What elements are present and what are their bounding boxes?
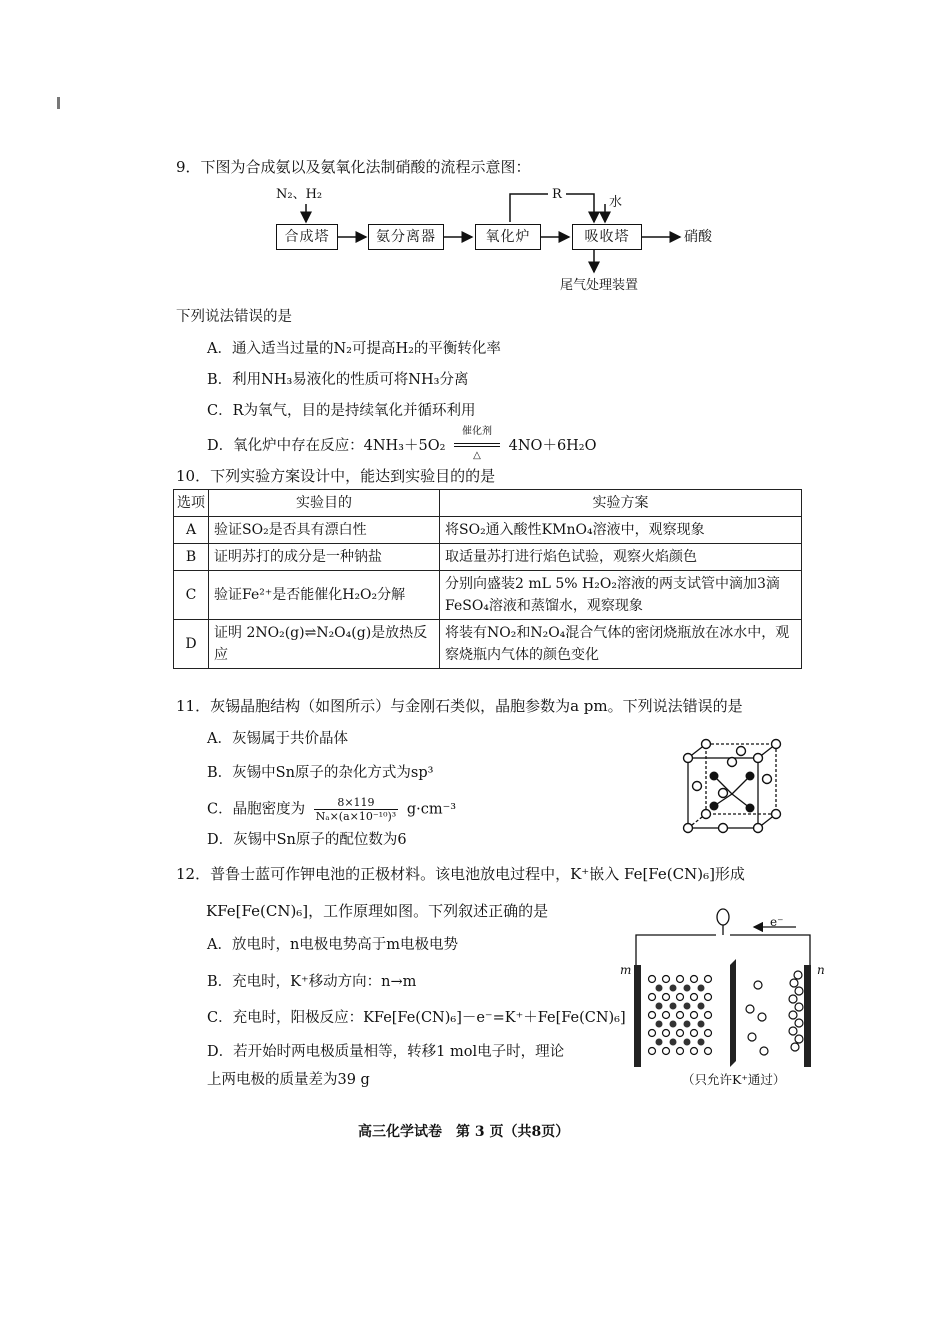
flow-box-synthesis-tower: 合成塔	[276, 224, 338, 250]
table-cell-option: D	[174, 620, 209, 669]
q9-stem: 9．下图为合成氨以及氨氧化法制硝酸的流程示意图：	[176, 158, 531, 176]
battery-n-label: n	[817, 963, 825, 977]
q12-stem-line2: KFe[Fe(CN)₆]，工作原理如图。下列叙述正确的是	[206, 902, 549, 920]
table-cell-plan: 将SO₂通入酸性KMnO₄溶液中，观察现象	[440, 517, 802, 544]
table-row	[174, 571, 802, 620]
table-cell-goal: 验证Fe²⁺是否能催化H₂O₂分解	[209, 571, 440, 620]
battery-m-label: m	[620, 963, 632, 977]
q12-option-c: C．充电时，阳极反应：KFe[Fe(CN)₆]－e⁻=K⁺＋Fe[Fe(CN)₆]	[207, 1010, 626, 1026]
table-row	[174, 517, 802, 544]
table-header-option: 选项	[174, 490, 209, 517]
density-numerator: 8×119	[314, 796, 398, 810]
q9-d-rhs: 4NO＋6H₂O	[508, 438, 597, 454]
table-row	[174, 544, 802, 571]
table-cell-plan: 分别向盛装2 mL 5% H₂O₂溶液的两支试管中滴加3滴FeSO₄溶液和蒸馏水，观察现象	[440, 571, 802, 620]
flow-r-label: R	[552, 187, 562, 202]
battery-figure	[618, 905, 833, 1095]
q11-c-label: C．晶胞密度为	[207, 801, 306, 818]
flow-box-absorption-tower: 吸收塔	[572, 224, 642, 250]
q12-option-d-line2: 上两电极的质量差为39 g	[207, 1072, 370, 1088]
table-cell-goal: 证明 2NO₂(g)⇌N₂O₄(g)是放热反应	[209, 620, 440, 669]
q9-option-b: B．利用NH₃易液化的性质可将NH₃分离	[207, 372, 469, 388]
q12-option-b: B．充电时，K⁺移动方向：n→m	[207, 974, 417, 990]
flow-tail-label: 尾气处理装置	[560, 278, 639, 293]
q9-option-d	[207, 426, 597, 461]
q11-stem: 11．灰锡晶胞结构（如图所示）与金刚石类似，晶胞参数为a pm。下列说法错误的是	[176, 697, 743, 715]
table-header-plan: 实验方案	[440, 490, 802, 517]
table-cell-plan: 将装有NO₂和N₂O₄混合气体的密闭烧瓶放在冰水中，观察烧瓶内气体的颜色变化	[440, 620, 802, 669]
crystal-cell-figure	[678, 738, 788, 834]
table-header-row	[174, 490, 802, 517]
flow-water-label: 水	[609, 195, 623, 210]
table-cell-option: C	[174, 571, 209, 620]
battery-caption: （只允许K⁺通过）	[682, 1072, 786, 1087]
q9-d-catalyst: 催化剂	[462, 426, 493, 437]
q9-d-heat: △	[473, 450, 481, 461]
table-cell-option: B	[174, 544, 209, 571]
q9-d-lhs: D．氧化炉中存在反应：4NH₃＋5O₂	[207, 438, 446, 454]
table-row	[174, 620, 802, 669]
q9-ask: 下列说法错误的是	[176, 309, 292, 325]
flow-output-label: 硝酸	[684, 229, 712, 245]
page-footer: 高三化学试卷 第 3 页（共8页）	[358, 1124, 570, 1140]
flow-box-oxidation-furnace: 氧化炉	[475, 224, 541, 250]
q11-option-b: B．灰锡中Sn原子的杂化方式为sp³	[207, 765, 434, 781]
q12-stem-line1: 12．普鲁士蓝可作钾电池的正极材料。该电池放电过程中，K⁺嵌入 Fe[Fe(CN)₆]形成	[176, 865, 745, 883]
q9-flow-diagram	[270, 182, 720, 297]
crystal-cell-drawing	[678, 738, 788, 834]
q11-option-a: A．灰锡属于共价晶体	[207, 731, 348, 747]
flow-input-label: N₂、H₂	[276, 187, 323, 202]
q11-option-d: D．灰锡中Sn原子的配位数为6	[207, 832, 407, 848]
scan-mark	[57, 97, 60, 109]
table-cell-option: A	[174, 517, 209, 544]
q10-stem: 10．下列实验方案设计中，能达到实验目的的是	[176, 467, 496, 485]
density-denominator: Nₐ×(a×10⁻¹⁰)³	[315, 810, 397, 823]
battery-electron-label: e⁻	[770, 915, 784, 929]
battery-drawing	[618, 905, 833, 1070]
table-cell-goal: 验证SO₂是否具有漂白性	[209, 517, 440, 544]
q11-option-c	[207, 796, 456, 823]
q10-table	[173, 489, 802, 669]
q9-option-a: A．通入适当过量的N₂可提高H₂的平衡转化率	[207, 341, 501, 357]
flow-box-ammonia-separator: 氨分离器	[368, 224, 444, 250]
table-cell-plan: 取适量苏打进行焰色试验，观察火焰颜色	[440, 544, 802, 571]
density-unit: g·cm⁻³	[406, 801, 457, 818]
q9-option-c: C．R为氧气，目的是持续氧化并循环利用	[207, 403, 476, 419]
q12-option-d-line1: D．若开始时两电极质量相等，转移1 mol电子时，理论	[207, 1044, 565, 1060]
table-cell-goal: 证明苏打的成分是一种钠盐	[209, 544, 440, 571]
q9-d-condition	[450, 426, 504, 461]
table-header-goal: 实验目的	[209, 490, 440, 517]
density-fraction	[314, 796, 398, 823]
q12-option-a: A．放电时，n电极电势高于m电极电势	[207, 937, 459, 953]
